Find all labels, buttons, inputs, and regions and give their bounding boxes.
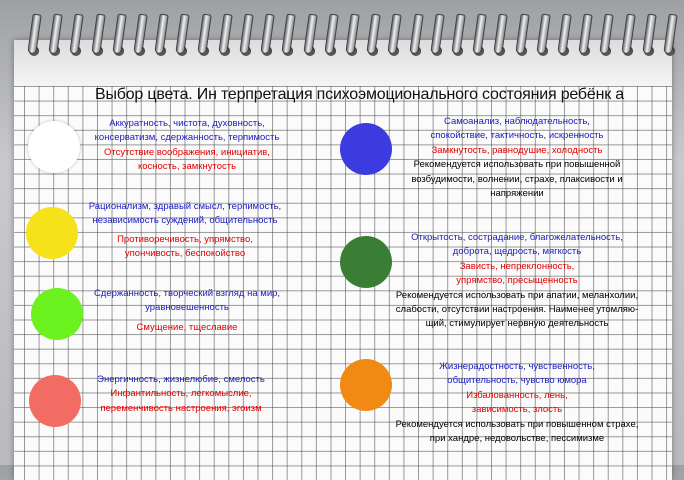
orange-positive-1: Жизнерадостность, чувственность,	[439, 361, 595, 372]
yellow-description	[72, 200, 298, 262]
spiral-coil	[663, 14, 677, 55]
green-negative-2: упрямство, пресыщенность	[456, 275, 578, 287]
red-positive-1: Энергичность, жизнелюбие, смелость	[97, 374, 265, 385]
white-positive-2: консерватизм, сдержанность, терпимость	[94, 132, 280, 144]
yellow-negative-2: упончивость, беспокойство	[124, 248, 246, 260]
orange-positive-2: общительность, чувство юмора	[447, 375, 587, 387]
red-negative-1: Инфантильность, легкомыслие,	[110, 388, 252, 400]
blue-recommendation-1: Рекомендуется использовать при повышенной	[413, 159, 621, 171]
green-negative-1: Зависть, непреклонность,	[459, 260, 575, 272]
lime-positive-2: уравновешенность	[145, 302, 229, 314]
white-description	[74, 117, 300, 175]
orange-negative-2: зависимость, злость	[471, 404, 563, 416]
yellow-color-circle	[26, 207, 78, 259]
yellow-positive-2: независимость суждений, общительность	[92, 215, 278, 227]
red-description	[68, 373, 294, 416]
lime-positive-1: Сдержанность, творческий взгляд на мир,	[93, 288, 281, 299]
blue-positive-2: спокойствие, тактичность, искренность	[430, 130, 604, 142]
orange-recommendation-2: при хандре, недовольстве, пессимизме	[429, 433, 605, 445]
yellow-negative-1: Противоречивость, упрямство,	[117, 233, 253, 245]
lime-description	[74, 287, 300, 335]
white-positive-1: Аккуратность, чистота, духовность,	[109, 118, 265, 129]
blue-negative-1: Замкнутость, равнодушие, холодность	[431, 144, 603, 156]
blue-recommendation-2: возбудимости, волнении, страхе, плаксивости и	[411, 173, 623, 185]
orange-recommendation-1: Рекомендуется использовать при повышенном страхе,	[395, 418, 639, 430]
green-recommendation-2: слабости, отсутствии настроения. Наименее утомляю-	[395, 304, 639, 316]
white-negative-1: Отсутствие воображения, инициатив,	[104, 146, 270, 158]
orange-description	[378, 360, 656, 446]
blue-positive-1: Самоанализ, наблюдательность,	[444, 116, 590, 127]
red-negative-2: переменчивость настроения, эгоизм	[100, 402, 262, 414]
blue-description	[386, 115, 648, 201]
green-recommendation-1: Рекомендуется использовать при апатии, меланхолии,	[395, 289, 639, 301]
orange-negative-1: Избалованность, лень,	[466, 389, 568, 401]
green-positive-2: доброта, щедрость, мягкость	[452, 246, 582, 258]
green-recommendation-3: щий, стимулирует нервную деятельность	[425, 318, 609, 330]
blue-recommendation-3: напряжении	[490, 188, 544, 200]
page-title: Выбор цвета. Ин терпретация психоэмоционального состояния ребёнк а	[95, 86, 624, 103]
blue-color-circle	[340, 123, 392, 175]
green-description	[378, 231, 656, 332]
yellow-positive-1: Рационализм, здравый смысл, терпимость,	[88, 201, 282, 212]
white-color-circle	[28, 121, 80, 173]
green-positive-1: Открытость, сострадание, благожелательность,	[411, 232, 623, 243]
lime-negative-1: Смущение, тщеславие	[136, 321, 238, 333]
white-negative-2: косность, замкнутость	[137, 161, 237, 173]
